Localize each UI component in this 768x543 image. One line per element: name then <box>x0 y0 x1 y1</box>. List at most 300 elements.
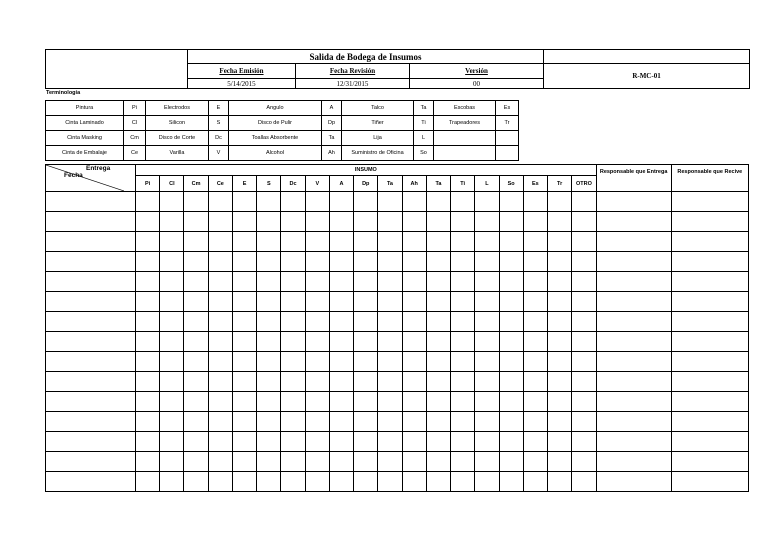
insumo-cell[interactable] <box>499 372 523 392</box>
responsable-cell[interactable] <box>596 192 671 212</box>
insumo-cell[interactable] <box>378 352 402 372</box>
insumo-cell[interactable] <box>305 212 329 232</box>
insumo-cell[interactable] <box>523 412 547 432</box>
insumo-cell[interactable] <box>402 272 426 292</box>
insumo-cell[interactable] <box>184 232 208 252</box>
insumo-cell[interactable] <box>402 252 426 272</box>
insumo-cell[interactable] <box>499 272 523 292</box>
responsable-cell[interactable] <box>596 292 671 312</box>
insumo-cell[interactable] <box>232 352 256 372</box>
responsable-cell[interactable] <box>671 472 748 492</box>
insumo-cell[interactable] <box>136 272 160 292</box>
insumo-cell[interactable] <box>426 212 450 232</box>
insumo-cell[interactable] <box>160 452 184 472</box>
insumo-cell[interactable] <box>451 252 475 272</box>
responsable-cell[interactable] <box>671 332 748 352</box>
insumo-cell[interactable] <box>572 392 596 412</box>
insumo-cell[interactable] <box>281 372 305 392</box>
insumo-cell[interactable] <box>257 292 281 312</box>
insumo-cell[interactable] <box>208 192 232 212</box>
insumo-cell[interactable] <box>548 472 572 492</box>
responsable-cell[interactable] <box>671 272 748 292</box>
insumo-cell[interactable] <box>329 312 353 332</box>
insumo-cell[interactable] <box>354 212 378 232</box>
insumo-cell[interactable] <box>548 192 572 212</box>
insumo-cell[interactable] <box>305 272 329 292</box>
insumo-cell[interactable] <box>475 372 499 392</box>
responsable-cell[interactable] <box>596 312 671 332</box>
insumo-cell[interactable] <box>572 192 596 212</box>
insumo-cell[interactable] <box>572 432 596 452</box>
insumo-cell[interactable] <box>402 292 426 312</box>
fecha-cell[interactable] <box>46 192 136 212</box>
insumo-cell[interactable] <box>572 252 596 272</box>
insumo-cell[interactable] <box>136 332 160 352</box>
insumo-cell[interactable] <box>160 212 184 232</box>
responsable-cell[interactable] <box>671 452 748 472</box>
fecha-cell[interactable] <box>46 472 136 492</box>
insumo-cell[interactable] <box>305 332 329 352</box>
insumo-cell[interactable] <box>184 272 208 292</box>
insumo-cell[interactable] <box>402 232 426 252</box>
fecha-cell[interactable] <box>46 412 136 432</box>
insumo-cell[interactable] <box>232 232 256 252</box>
insumo-cell[interactable] <box>523 312 547 332</box>
insumo-cell[interactable] <box>281 312 305 332</box>
insumo-cell[interactable] <box>257 212 281 232</box>
insumo-cell[interactable] <box>208 332 232 352</box>
responsable-cell[interactable] <box>596 432 671 452</box>
insumo-cell[interactable] <box>451 192 475 212</box>
insumo-cell[interactable] <box>475 472 499 492</box>
insumo-cell[interactable] <box>548 312 572 332</box>
insumo-cell[interactable] <box>426 312 450 332</box>
insumo-cell[interactable] <box>354 292 378 312</box>
insumo-cell[interactable] <box>426 272 450 292</box>
insumo-cell[interactable] <box>499 332 523 352</box>
insumo-cell[interactable] <box>572 372 596 392</box>
insumo-cell[interactable] <box>499 252 523 272</box>
insumo-cell[interactable] <box>475 252 499 272</box>
insumo-cell[interactable] <box>184 292 208 312</box>
insumo-cell[interactable] <box>523 452 547 472</box>
insumo-cell[interactable] <box>354 232 378 252</box>
insumo-cell[interactable] <box>475 312 499 332</box>
insumo-cell[interactable] <box>305 252 329 272</box>
insumo-cell[interactable] <box>305 192 329 212</box>
insumo-cell[interactable] <box>499 232 523 252</box>
insumo-cell[interactable] <box>548 232 572 252</box>
insumo-cell[interactable] <box>160 332 184 352</box>
insumo-cell[interactable] <box>136 292 160 312</box>
fecha-cell[interactable] <box>46 352 136 372</box>
insumo-cell[interactable] <box>329 192 353 212</box>
insumo-cell[interactable] <box>572 452 596 472</box>
insumo-cell[interactable] <box>329 212 353 232</box>
insumo-cell[interactable] <box>523 252 547 272</box>
insumo-cell[interactable] <box>354 252 378 272</box>
insumo-cell[interactable] <box>136 432 160 452</box>
insumo-cell[interactable] <box>281 192 305 212</box>
insumo-cell[interactable] <box>160 272 184 292</box>
fecha-cell[interactable] <box>46 392 136 412</box>
insumo-cell[interactable] <box>426 372 450 392</box>
insumo-cell[interactable] <box>257 332 281 352</box>
insumo-cell[interactable] <box>402 392 426 412</box>
insumo-cell[interactable] <box>160 252 184 272</box>
insumo-cell[interactable] <box>451 292 475 312</box>
insumo-cell[interactable] <box>305 372 329 392</box>
insumo-cell[interactable] <box>136 232 160 252</box>
insumo-cell[interactable] <box>354 352 378 372</box>
responsable-cell[interactable] <box>671 192 748 212</box>
insumo-cell[interactable] <box>184 432 208 452</box>
responsable-cell[interactable] <box>596 412 671 432</box>
insumo-cell[interactable] <box>305 352 329 372</box>
insumo-cell[interactable] <box>257 372 281 392</box>
insumo-cell[interactable] <box>281 272 305 292</box>
insumo-cell[interactable] <box>232 452 256 472</box>
responsable-cell[interactable] <box>671 292 748 312</box>
insumo-cell[interactable] <box>426 332 450 352</box>
insumo-cell[interactable] <box>402 432 426 452</box>
responsable-cell[interactable] <box>671 352 748 372</box>
insumo-cell[interactable] <box>232 332 256 352</box>
insumo-cell[interactable] <box>281 212 305 232</box>
responsable-cell[interactable] <box>596 392 671 412</box>
insumo-cell[interactable] <box>329 372 353 392</box>
insumo-cell[interactable] <box>208 372 232 392</box>
insumo-cell[interactable] <box>523 472 547 492</box>
insumo-cell[interactable] <box>329 432 353 452</box>
insumo-cell[interactable] <box>281 232 305 252</box>
insumo-cell[interactable] <box>402 212 426 232</box>
insumo-cell[interactable] <box>160 352 184 372</box>
insumo-cell[interactable] <box>281 292 305 312</box>
insumo-cell[interactable] <box>499 212 523 232</box>
insumo-cell[interactable] <box>329 332 353 352</box>
insumo-cell[interactable] <box>354 392 378 412</box>
insumo-cell[interactable] <box>354 312 378 332</box>
insumo-cell[interactable] <box>548 332 572 352</box>
insumo-cell[interactable] <box>378 472 402 492</box>
insumo-cell[interactable] <box>523 352 547 372</box>
insumo-cell[interactable] <box>281 452 305 472</box>
insumo-cell[interactable] <box>475 392 499 412</box>
insumo-cell[interactable] <box>475 452 499 472</box>
insumo-cell[interactable] <box>572 472 596 492</box>
responsable-cell[interactable] <box>596 332 671 352</box>
insumo-cell[interactable] <box>402 312 426 332</box>
insumo-cell[interactable] <box>136 252 160 272</box>
insumo-cell[interactable] <box>232 432 256 452</box>
insumo-cell[interactable] <box>426 452 450 472</box>
insumo-cell[interactable] <box>232 212 256 232</box>
insumo-cell[interactable] <box>257 272 281 292</box>
fecha-cell[interactable] <box>46 272 136 292</box>
insumo-cell[interactable] <box>378 412 402 432</box>
insumo-cell[interactable] <box>499 312 523 332</box>
insumo-cell[interactable] <box>402 352 426 372</box>
insumo-cell[interactable] <box>378 392 402 412</box>
insumo-cell[interactable] <box>232 472 256 492</box>
insumo-cell[interactable] <box>329 292 353 312</box>
insumo-cell[interactable] <box>475 432 499 452</box>
insumo-cell[interactable] <box>136 372 160 392</box>
insumo-cell[interactable] <box>184 352 208 372</box>
insumo-cell[interactable] <box>305 412 329 432</box>
insumo-cell[interactable] <box>378 292 402 312</box>
insumo-cell[interactable] <box>426 472 450 492</box>
insumo-cell[interactable] <box>184 192 208 212</box>
insumo-cell[interactable] <box>499 292 523 312</box>
insumo-cell[interactable] <box>160 392 184 412</box>
insumo-cell[interactable] <box>232 292 256 312</box>
insumo-cell[interactable] <box>329 392 353 412</box>
fecha-cell[interactable] <box>46 312 136 332</box>
insumo-cell[interactable] <box>475 412 499 432</box>
insumo-cell[interactable] <box>402 472 426 492</box>
responsable-cell[interactable] <box>596 252 671 272</box>
insumo-cell[interactable] <box>402 192 426 212</box>
responsable-cell[interactable] <box>671 312 748 332</box>
fecha-cell[interactable] <box>46 332 136 352</box>
insumo-cell[interactable] <box>208 412 232 432</box>
insumo-cell[interactable] <box>548 352 572 372</box>
insumo-cell[interactable] <box>208 472 232 492</box>
insumo-cell[interactable] <box>208 212 232 232</box>
insumo-cell[interactable] <box>499 392 523 412</box>
insumo-cell[interactable] <box>329 412 353 432</box>
insumo-cell[interactable] <box>523 232 547 252</box>
insumo-cell[interactable] <box>281 412 305 432</box>
insumo-cell[interactable] <box>426 352 450 372</box>
insumo-cell[interactable] <box>523 192 547 212</box>
insumo-cell[interactable] <box>281 332 305 352</box>
insumo-cell[interactable] <box>426 432 450 452</box>
responsable-cell[interactable] <box>596 472 671 492</box>
insumo-cell[interactable] <box>232 392 256 412</box>
insumo-cell[interactable] <box>426 232 450 252</box>
responsable-cell[interactable] <box>671 212 748 232</box>
insumo-cell[interactable] <box>354 372 378 392</box>
insumo-cell[interactable] <box>572 292 596 312</box>
insumo-cell[interactable] <box>305 472 329 492</box>
insumo-cell[interactable] <box>451 432 475 452</box>
responsable-cell[interactable] <box>596 232 671 252</box>
insumo-cell[interactable] <box>572 352 596 372</box>
insumo-cell[interactable] <box>257 312 281 332</box>
insumo-cell[interactable] <box>257 432 281 452</box>
insumo-cell[interactable] <box>402 412 426 432</box>
responsable-cell[interactable] <box>671 412 748 432</box>
insumo-cell[interactable] <box>378 452 402 472</box>
insumo-cell[interactable] <box>305 292 329 312</box>
insumo-cell[interactable] <box>378 432 402 452</box>
insumo-cell[interactable] <box>160 292 184 312</box>
insumo-cell[interactable] <box>354 192 378 212</box>
insumo-cell[interactable] <box>184 392 208 412</box>
responsable-cell[interactable] <box>596 452 671 472</box>
insumo-cell[interactable] <box>160 232 184 252</box>
insumo-cell[interactable] <box>281 392 305 412</box>
insumo-cell[interactable] <box>451 332 475 352</box>
insumo-cell[interactable] <box>426 392 450 412</box>
insumo-cell[interactable] <box>523 272 547 292</box>
insumo-cell[interactable] <box>257 232 281 252</box>
insumo-cell[interactable] <box>548 452 572 472</box>
fecha-cell[interactable] <box>46 452 136 472</box>
insumo-cell[interactable] <box>378 332 402 352</box>
insumo-cell[interactable] <box>160 192 184 212</box>
insumo-cell[interactable] <box>136 412 160 432</box>
insumo-cell[interactable] <box>475 332 499 352</box>
insumo-cell[interactable] <box>136 392 160 412</box>
insumo-cell[interactable] <box>184 452 208 472</box>
insumo-cell[interactable] <box>136 472 160 492</box>
insumo-cell[interactable] <box>281 472 305 492</box>
insumo-cell[interactable] <box>451 472 475 492</box>
insumo-cell[interactable] <box>257 352 281 372</box>
insumo-cell[interactable] <box>548 432 572 452</box>
insumo-cell[interactable] <box>402 332 426 352</box>
insumo-cell[interactable] <box>305 452 329 472</box>
insumo-cell[interactable] <box>426 292 450 312</box>
insumo-cell[interactable] <box>475 352 499 372</box>
insumo-cell[interactable] <box>451 212 475 232</box>
insumo-cell[interactable] <box>499 192 523 212</box>
insumo-cell[interactable] <box>572 332 596 352</box>
insumo-cell[interactable] <box>572 232 596 252</box>
insumo-cell[interactable] <box>378 312 402 332</box>
insumo-cell[interactable] <box>475 292 499 312</box>
responsable-cell[interactable] <box>596 352 671 372</box>
insumo-cell[interactable] <box>305 432 329 452</box>
insumo-cell[interactable] <box>451 372 475 392</box>
insumo-cell[interactable] <box>548 252 572 272</box>
insumo-cell[interactable] <box>257 412 281 432</box>
insumo-cell[interactable] <box>402 372 426 392</box>
insumo-cell[interactable] <box>378 272 402 292</box>
insumo-cell[interactable] <box>451 352 475 372</box>
insumo-cell[interactable] <box>184 332 208 352</box>
insumo-cell[interactable] <box>208 272 232 292</box>
insumo-cell[interactable] <box>305 312 329 332</box>
insumo-cell[interactable] <box>160 432 184 452</box>
insumo-cell[interactable] <box>329 272 353 292</box>
insumo-cell[interactable] <box>451 412 475 432</box>
insumo-cell[interactable] <box>257 192 281 212</box>
insumo-cell[interactable] <box>548 292 572 312</box>
insumo-cell[interactable] <box>451 392 475 412</box>
insumo-cell[interactable] <box>548 412 572 432</box>
responsable-cell[interactable] <box>596 212 671 232</box>
insumo-cell[interactable] <box>354 272 378 292</box>
insumo-cell[interactable] <box>523 432 547 452</box>
insumo-cell[interactable] <box>257 452 281 472</box>
fecha-cell[interactable] <box>46 232 136 252</box>
responsable-cell[interactable] <box>671 252 748 272</box>
insumo-cell[interactable] <box>354 332 378 352</box>
responsable-cell[interactable] <box>671 232 748 252</box>
fecha-cell[interactable] <box>46 292 136 312</box>
insumo-cell[interactable] <box>184 412 208 432</box>
insumo-cell[interactable] <box>160 472 184 492</box>
insumo-cell[interactable] <box>572 412 596 432</box>
insumo-cell[interactable] <box>499 452 523 472</box>
insumo-cell[interactable] <box>426 192 450 212</box>
insumo-cell[interactable] <box>184 312 208 332</box>
insumo-cell[interactable] <box>208 312 232 332</box>
insumo-cell[interactable] <box>136 312 160 332</box>
insumo-cell[interactable] <box>305 392 329 412</box>
insumo-cell[interactable] <box>354 472 378 492</box>
insumo-cell[interactable] <box>208 392 232 412</box>
insumo-cell[interactable] <box>136 212 160 232</box>
insumo-cell[interactable] <box>329 352 353 372</box>
responsable-cell[interactable] <box>671 392 748 412</box>
insumo-cell[interactable] <box>184 372 208 392</box>
insumo-cell[interactable] <box>572 272 596 292</box>
insumo-cell[interactable] <box>136 192 160 212</box>
insumo-cell[interactable] <box>232 252 256 272</box>
fecha-cell[interactable] <box>46 372 136 392</box>
insumo-cell[interactable] <box>548 392 572 412</box>
insumo-cell[interactable] <box>523 332 547 352</box>
insumo-cell[interactable] <box>281 432 305 452</box>
insumo-cell[interactable] <box>329 252 353 272</box>
insumo-cell[interactable] <box>499 412 523 432</box>
insumo-cell[interactable] <box>232 192 256 212</box>
insumo-cell[interactable] <box>378 192 402 212</box>
insumo-cell[interactable] <box>378 232 402 252</box>
insumo-cell[interactable] <box>329 452 353 472</box>
insumo-cell[interactable] <box>475 192 499 212</box>
responsable-cell[interactable] <box>671 432 748 452</box>
insumo-cell[interactable] <box>184 212 208 232</box>
insumo-cell[interactable] <box>136 352 160 372</box>
insumo-cell[interactable] <box>451 312 475 332</box>
insumo-cell[interactable] <box>451 272 475 292</box>
insumo-cell[interactable] <box>232 412 256 432</box>
insumo-cell[interactable] <box>451 232 475 252</box>
insumo-cell[interactable] <box>257 472 281 492</box>
insumo-cell[interactable] <box>548 272 572 292</box>
insumo-cell[interactable] <box>378 252 402 272</box>
insumo-cell[interactable] <box>499 352 523 372</box>
insumo-cell[interactable] <box>378 372 402 392</box>
insumo-cell[interactable] <box>232 312 256 332</box>
insumo-cell[interactable] <box>160 412 184 432</box>
insumo-cell[interactable] <box>548 372 572 392</box>
insumo-cell[interactable] <box>378 212 402 232</box>
insumo-cell[interactable] <box>136 452 160 472</box>
responsable-cell[interactable] <box>596 272 671 292</box>
insumo-cell[interactable] <box>305 232 329 252</box>
insumo-cell[interactable] <box>354 412 378 432</box>
insumo-cell[interactable] <box>232 272 256 292</box>
insumo-cell[interactable] <box>475 232 499 252</box>
insumo-cell[interactable] <box>208 452 232 472</box>
insumo-cell[interactable] <box>281 352 305 372</box>
insumo-cell[interactable] <box>499 432 523 452</box>
insumo-cell[interactable] <box>523 292 547 312</box>
insumo-cell[interactable] <box>329 232 353 252</box>
insumo-cell[interactable] <box>354 432 378 452</box>
insumo-cell[interactable] <box>523 392 547 412</box>
insumo-cell[interactable] <box>281 252 305 272</box>
responsable-cell[interactable] <box>596 372 671 392</box>
